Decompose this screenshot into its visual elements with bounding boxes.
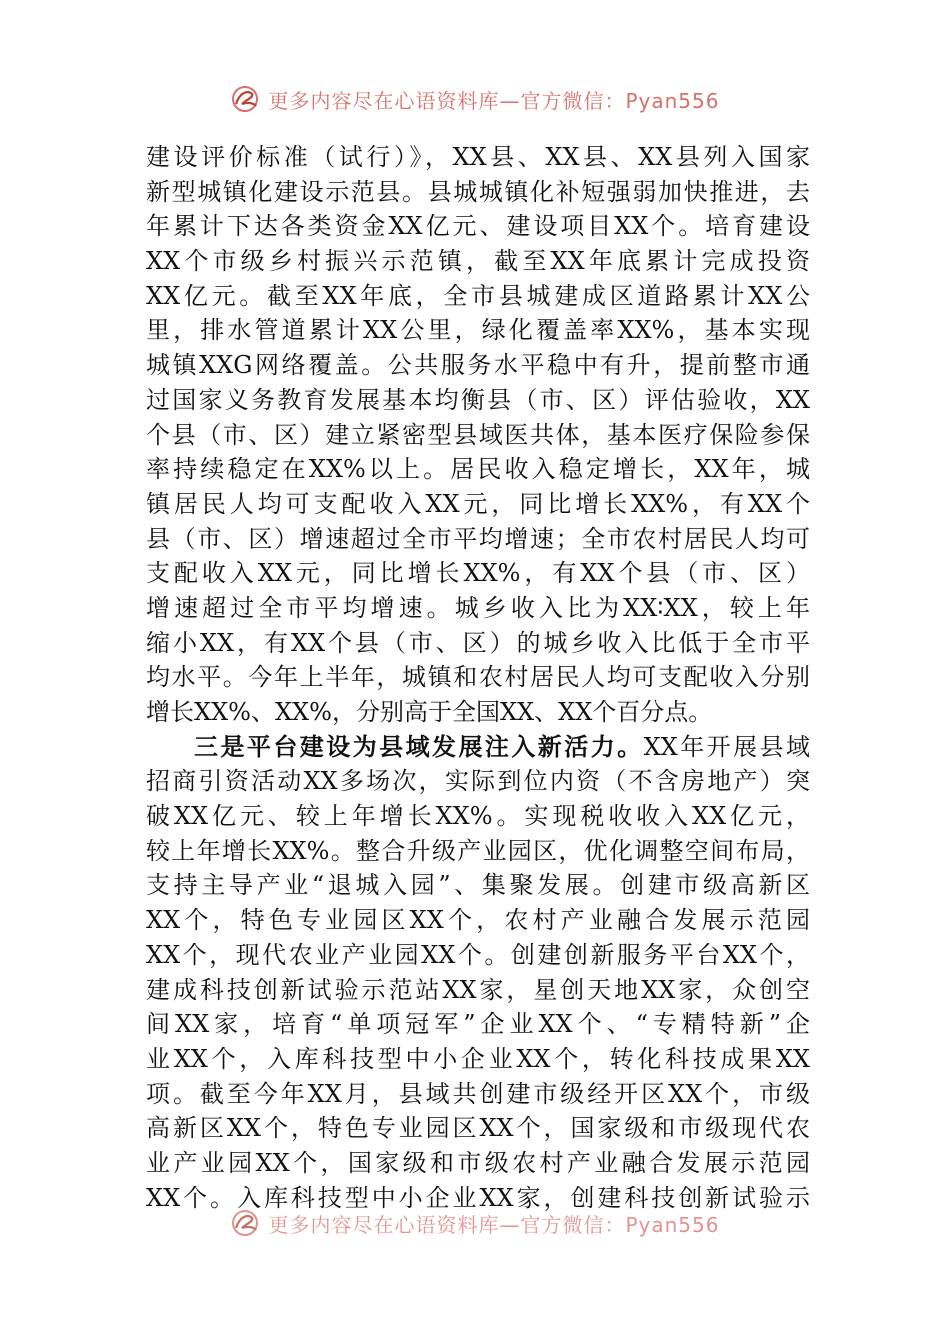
text-line: XX个。入库科技型中小企业XX家，创建科技创新试验示: [146, 1183, 810, 1212]
text-line: 支配收入XX元，同比增长XX%，有XX个县（市、区）: [146, 559, 810, 588]
text-line: 镇居民人均可支配收入XX元，同比增长XX%，有XX个: [146, 489, 810, 518]
text-line: 业XX个，入库科技型中小企业XX个，转化科技成果XX: [146, 1044, 810, 1073]
text-line: 均水平。今年上半年，城镇和农村居民人均可支配收入分别: [146, 663, 810, 692]
text-line: 城镇XXG网络覆盖。公共服务水平稳中有升，提前整市通: [146, 351, 810, 380]
text-line: 高新区XX个，特色专业园区XX个，国家级和市级现代农: [146, 1114, 810, 1143]
text-line: 年累计下达各类资金XX亿元、建设项目XX个。培育建设: [146, 212, 810, 241]
paragraph-2-first-line: [146, 730, 810, 765]
text-line: 间XX家，培育“单项冠军”企业XX个、“专精特新”企: [146, 1010, 810, 1039]
document-body: [146, 140, 810, 1215]
text-line: 里，排水管道累计XX公里，绿化覆盖率XX%，基本实现: [146, 316, 810, 345]
text-line: 支持主导产业“退城入园”、集聚发展。创建市级高新区: [146, 871, 810, 900]
text-line: 缩小XX，有XX个县（市、区）的城乡收入比低于全市平: [146, 628, 810, 657]
paragraph-1: [146, 140, 810, 730]
text-line: 新型城镇化建设示范县。县城城镇化补短强弱加快推进，去: [146, 177, 810, 206]
text-span: XX年开展县域: [643, 732, 810, 761]
signature-logo-icon: [230, 1208, 260, 1238]
text-line: 建成科技创新试验示范站XX家，星创天地XX家，众创空: [146, 975, 810, 1004]
text-line: XX个市级乡村振兴示范镇，截至XX年底累计完成投资: [146, 247, 810, 276]
text-line: 建设评价标准（试行）》，XX县、XX县、XX县列入国家: [146, 143, 810, 171]
text-line: XX亿元。截至XX年底，全市县城建成区道路累计XX公: [146, 281, 810, 310]
text-line: 增速超过全市平均增速。城乡收入比为XX∶XX，较上年: [146, 593, 810, 622]
header-watermark: [0, 84, 950, 114]
signature-logo-icon: [230, 84, 260, 114]
paragraph-2: [146, 730, 810, 1216]
paragraph-heading: 三是平台建设为县域发展注入新活力。: [194, 731, 644, 761]
text-line: XX个，特色专业园区XX个，农村产业融合发展示范园: [146, 906, 810, 935]
watermark-text: 更多内容尽在心语资料库—官方微信：Pyan556: [268, 1212, 720, 1237]
text-line: 过国家义务教育发展基本均衡县（市、区）评估验收，XX: [146, 385, 810, 414]
text-line: 破XX亿元、较上年增长XX%。实现税收收入XX亿元，: [146, 802, 810, 831]
text-line: 较上年增长XX%。整合升级产业园区，优化调整空间布局，: [146, 836, 810, 865]
watermark-text: 更多内容尽在心语资料库—官方微信：Pyan556: [268, 88, 720, 113]
text-line: 县（市、区）增速超过全市平均增速；全市农村居民人均可: [146, 524, 810, 553]
text-line: 项。截至今年XX月，县域共创建市级经开区XX个，市级: [146, 1079, 810, 1108]
text-line: 增长XX%、XX%，分别高于全国XX、XX个百分点。: [146, 698, 713, 726]
text-line: XX个，现代农业产业园XX个。创建创新服务平台XX个，: [146, 940, 810, 969]
footer-watermark: [0, 1208, 950, 1238]
text-line: 个县（市、区）建立紧密型县域医共体，基本医疗保险参保: [146, 420, 810, 449]
text-line: 招商引资活动XX多场次，实际到位内资（不含房地产）突: [146, 767, 810, 796]
text-line: 率持续稳定在XX%以上。居民收入稳定增长，XX年，城: [146, 455, 810, 484]
text-line: 业产业园XX个，国家级和市级农村产业融合发展示范园: [146, 1148, 810, 1177]
